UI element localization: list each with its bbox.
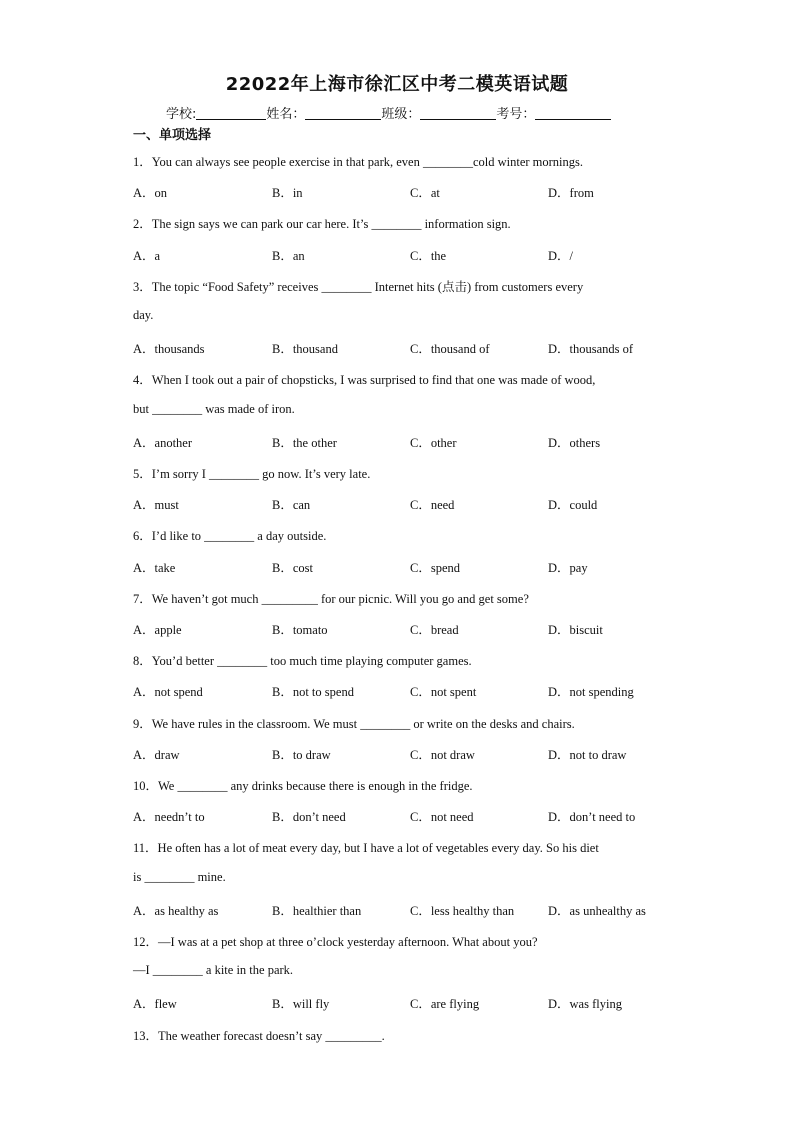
option-a: A．as healthy as — [133, 903, 219, 918]
question-stem: 5．I’m sorry I ________ go now. It’s very late. — [133, 467, 371, 481]
question-stem-continued: day. — [133, 308, 154, 322]
school-label: 学校: — [166, 107, 197, 122]
question-stem-continued: is ________ mine. — [133, 869, 226, 884]
option-a: A．another — [133, 435, 193, 450]
option-d: D．pay — [548, 560, 588, 575]
option-a: A．on — [133, 186, 168, 201]
option-c: C．need — [410, 498, 455, 513]
option-b: B．can — [272, 498, 311, 513]
school-blank — [196, 107, 266, 120]
option-b: B．in — [272, 186, 303, 201]
option-d: D．others — [548, 435, 601, 450]
question-stem: 4．When I took out a pair of chopsticks, I was surprised to find that one was made of wood, — [133, 373, 596, 388]
question-stem: 7．We haven’t got much _________ for our picnic. Will you go and get some? — [133, 591, 529, 606]
question-stem: 8．You’d better ________ too much time playing computer games. — [133, 654, 472, 669]
option-d: D．not spending — [548, 685, 634, 700]
option-d: D．from — [548, 186, 594, 201]
question-stem: 1．You can always see people exercise in that park, even ________cold winter mornings. — [133, 155, 584, 169]
question-stem: 12．—I was at a pet shop at three o’clock yesterday afternoon. What about you? — [133, 935, 538, 949]
option-a: A．not spend — [133, 685, 203, 700]
question-stem-continued: but ________ was made of iron. — [133, 401, 295, 416]
option-c: C．not need — [410, 810, 474, 825]
section-title: 一、单项选择 — [133, 128, 212, 143]
page-title: 22022年上海市徐汇区中考二模英语试题 — [225, 74, 569, 95]
option-d: D．thousands of — [548, 342, 634, 357]
question-stem: 13．The weather forecast doesn’t say _________. — [133, 1028, 385, 1043]
option-a: A．must — [133, 498, 179, 513]
question-stem-continued: —I ________ a kite in the park. — [133, 963, 294, 978]
option-a: A．flew — [133, 997, 177, 1012]
option-d: D．not to draw — [548, 747, 627, 762]
option-c: C．bread — [410, 623, 459, 637]
option-b: B．cost — [272, 560, 313, 575]
exam-number-blank — [535, 107, 611, 120]
option-c: C．the — [410, 248, 447, 263]
option-a: A．thousands — [133, 342, 205, 357]
option-c: C．are flying — [410, 997, 480, 1012]
option-c: C．not draw — [410, 747, 475, 762]
option-c: C．other — [410, 435, 457, 450]
option-a: A．a — [133, 248, 161, 263]
option-c: C．not spent — [410, 685, 477, 700]
option-b: B．the other — [272, 435, 337, 450]
option-b: B．tomato — [272, 623, 328, 637]
option-d: D．was flying — [548, 997, 622, 1012]
exam-number-label: 考号： — [496, 107, 536, 122]
option-a: A．draw — [133, 747, 180, 762]
name-blank — [305, 107, 381, 120]
option-c: C．thousand of — [410, 342, 490, 357]
option-b: B．not to spend — [272, 685, 354, 700]
option-b: B．to draw — [272, 747, 331, 762]
student-info-row — [166, 103, 611, 122]
class-label: 班级： — [381, 107, 421, 122]
option-d: D．as unhealthy as — [548, 903, 646, 918]
option-d: D．/ — [548, 248, 574, 263]
option-a: A．apple — [133, 623, 182, 637]
option-d: D．don’t need to — [548, 810, 636, 825]
question-stem: 9．We have rules in the classroom. We must ________ or write on the desks and chairs. — [133, 716, 575, 731]
option-b: B．will fly — [272, 997, 330, 1012]
option-c: C．spend — [410, 560, 461, 575]
option-c: C．less healthy than — [410, 903, 515, 918]
option-a: A．needn’t to — [133, 810, 205, 825]
question-stem: 6．I’d like to ________ a day outside. — [133, 529, 327, 544]
option-b: B．don’t need — [272, 810, 346, 825]
question-stem: 2．The sign says we can park our car here. It’s ________ information sign. — [133, 217, 511, 232]
question-stem: 3．The topic “Food Safety” receives ________ Internet hits (点击) from customers every — [133, 279, 584, 294]
option-b: B．an — [272, 248, 305, 263]
question-stem: 10．We ________ any drinks because there is enough in the fridge. — [133, 779, 473, 793]
name-label: 姓名： — [266, 107, 306, 122]
option-c: C．at — [410, 186, 440, 201]
option-d: D．biscuit — [548, 623, 603, 637]
option-b: B．healthier than — [272, 903, 362, 918]
class-blank — [420, 107, 496, 120]
option-a: A．take — [133, 560, 176, 575]
option-b: B．thousand — [272, 342, 338, 357]
option-d: D．could — [548, 498, 598, 513]
question-stem: 11．He often has a lot of meat every day, but I have a lot of vegetables every day. So his diet — [133, 841, 599, 856]
